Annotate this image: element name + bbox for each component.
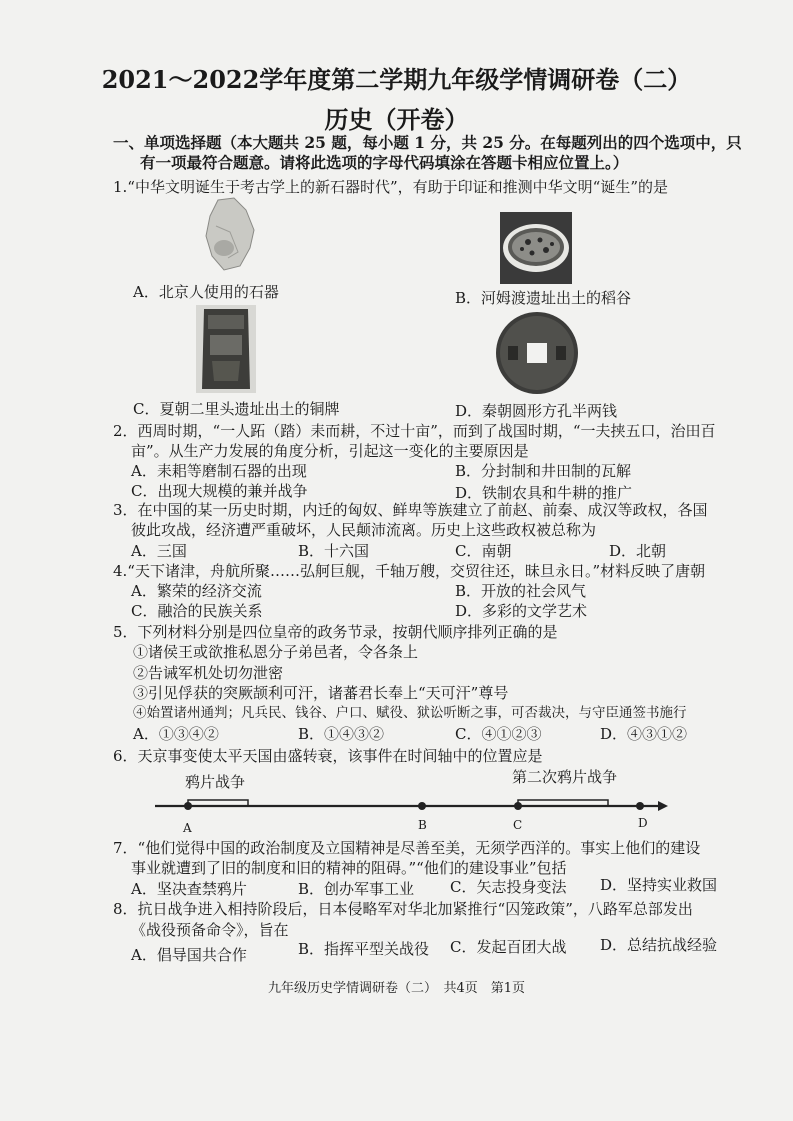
q8-stem-line1: 8．抗日战争进入相持阶段后，日本侵略军对华北加紧推行“囚笼政策”，八路军总部发出 (113, 900, 693, 918)
timeline-label-b: B (418, 818, 427, 832)
q7-stem-line1: 7．“他们觉得中国的政治制度及立国精神是尽善至美，无须学西洋的。事实上他们的建设 (113, 839, 701, 857)
q4-option-a: A．繁荣的经济交流 (131, 582, 262, 600)
q5-option-c: C．④①②③ (455, 725, 542, 743)
q4-option-b: B．开放的社会风气 (455, 582, 587, 600)
q3-option-c: C．南朝 (455, 542, 512, 560)
q7-option-a: A．坚决查禁鸦片 (131, 880, 247, 898)
q1-option-a: A．北京人使用的石器 (133, 283, 279, 301)
page-footer: 九年级历史学情调研卷（二） 共4页 第1页 (267, 981, 526, 996)
timeline-label-a: A (183, 821, 192, 835)
q7-option-c: C．矢志投身变法 (450, 878, 567, 896)
timeline-point-d (636, 802, 644, 810)
timeline-label-c: C (513, 818, 523, 832)
q4-option-c: C．融洽的民族关系 (131, 602, 263, 620)
q5-material-1: ①诸侯王或欲推私恩分子弟邑者，令各条上 (133, 643, 419, 661)
q8-option-c: C．发起百团大战 (450, 938, 567, 956)
q4-stem: 4.“天下诸津，舟航所聚……弘舸巨舰，千轴万艘，交贸往还，昧旦永日。”材料反映了唐朝 (113, 562, 706, 580)
q8-option-b: B．指挥平型关战役 (298, 940, 430, 958)
section-heading-line1: 一、单项选择题（本大题共 25 题，每小题 1 分，共 25 分。在每题列出的四个选项中，只 (113, 133, 742, 152)
q2-stem-line2: 亩”。从生产力发展的角度分析，引起这一变化的主要原因是 (131, 442, 529, 460)
q3-option-b: B．十六国 (298, 542, 370, 560)
q7-stem-line2: 事业就遭到了旧的制度和旧的精神的阻碍。”“他们的建设事业”包括 (131, 859, 567, 877)
bronze-plaque-image (196, 305, 256, 393)
q1-option-c: C．夏朝二里头遗址出土的铜牌 (133, 400, 340, 418)
q3-stem-line2: 彼此攻战，经济遭严重破坏，人民颠沛流离。历史上这些政权被总称为 (131, 521, 597, 539)
exam-subtitle: 历史（开卷） (324, 105, 469, 134)
q7-option-d: D．坚持实业救国 (600, 876, 718, 894)
q8-option-d: D．总结抗战经验 (600, 936, 718, 954)
q5-material-4: ④始置诸州通判；凡兵民、钱谷、户口、赋役、狱讼听断之事，可否裁决，与守臣通签书施行 (133, 705, 687, 721)
timeline-label-opium-war: 鸦片战争 (185, 773, 246, 791)
q2-option-d: D．铁制农具和牛耕的推广 (455, 484, 633, 502)
exam-title: 2021～2022学年度第二学期九年级学情调研卷（二） (101, 65, 692, 94)
rice-grain-image (500, 212, 572, 284)
q7-option-b: B．创办军事工业 (298, 880, 415, 898)
q3-stem-line1: 3．在中国的某一历史时期，内迁的匈奴、鲜卑等族建立了前赵、前秦、成汉等政权，各国 (113, 501, 708, 519)
section-heading-line2: 有一项最符合题意。请将此选项的字母代码填涂在答题卡相应位置上。） (140, 153, 629, 172)
q4-option-d: D．多彩的文学艺术 (455, 602, 588, 620)
q2-option-c: C．出现大规模的兼并战争 (131, 482, 308, 500)
q1-option-d: D．秦朝圆形方孔半两钱 (455, 402, 618, 420)
q1-option-b: B．河姆渡遗址出土的稻谷 (455, 289, 632, 307)
q5-stem: 5．下列材料分别是四位皇帝的政务节录，按朝代顺序排列正确的是 (113, 623, 558, 641)
q6-stem: 6．天京事变使太平天国由盛转衰，该事件在时间轴中的位置应是 (113, 747, 543, 765)
q3-option-d: D．北朝 (609, 542, 667, 560)
q5-option-d: D．④③①② (600, 725, 688, 743)
timeline-arrow-icon (658, 801, 668, 811)
q2-option-b: B．分封制和井田制的瓦解 (455, 462, 632, 480)
q5-material-2: ②告诫军机处切勿泄密 (133, 664, 284, 682)
timeline-point-c (514, 802, 522, 810)
q2-option-a: A．耒耜等磨制石器的出现 (131, 462, 307, 480)
timeline-point-b (418, 802, 426, 810)
banliang-coin-image (494, 310, 580, 396)
timeline-label-second-opium-war: 第二次鸦片战争 (512, 768, 618, 786)
stone-tool-image (200, 196, 260, 276)
q5-material-3: ③引见俘获的突厥颉利可汗，诸蕃君长奉上“天可汗”尊号 (133, 684, 509, 702)
q3-option-a: A．三国 (131, 542, 187, 560)
q8-option-a: A．倡导国共合作 (131, 946, 247, 964)
timeline-point-a (184, 802, 192, 810)
q5-option-b: B．①④③② (298, 725, 385, 743)
q5-option-a: A．①③④② (133, 725, 219, 743)
q1-stem: 1.“中华文明诞生于考古学上的新石器时代”，有助于印证和推测中华文明“诞生”的是 (113, 178, 668, 196)
q2-stem-line1: 2．西周时期，“一人跖（踏）耒而耕，不过十亩”，而到了战国时期，“一夫挟五口，治田百 (113, 422, 716, 440)
q8-stem-line2: 《战役预备命令》，旨在 (131, 921, 289, 939)
timeline-label-d: D (638, 816, 648, 830)
